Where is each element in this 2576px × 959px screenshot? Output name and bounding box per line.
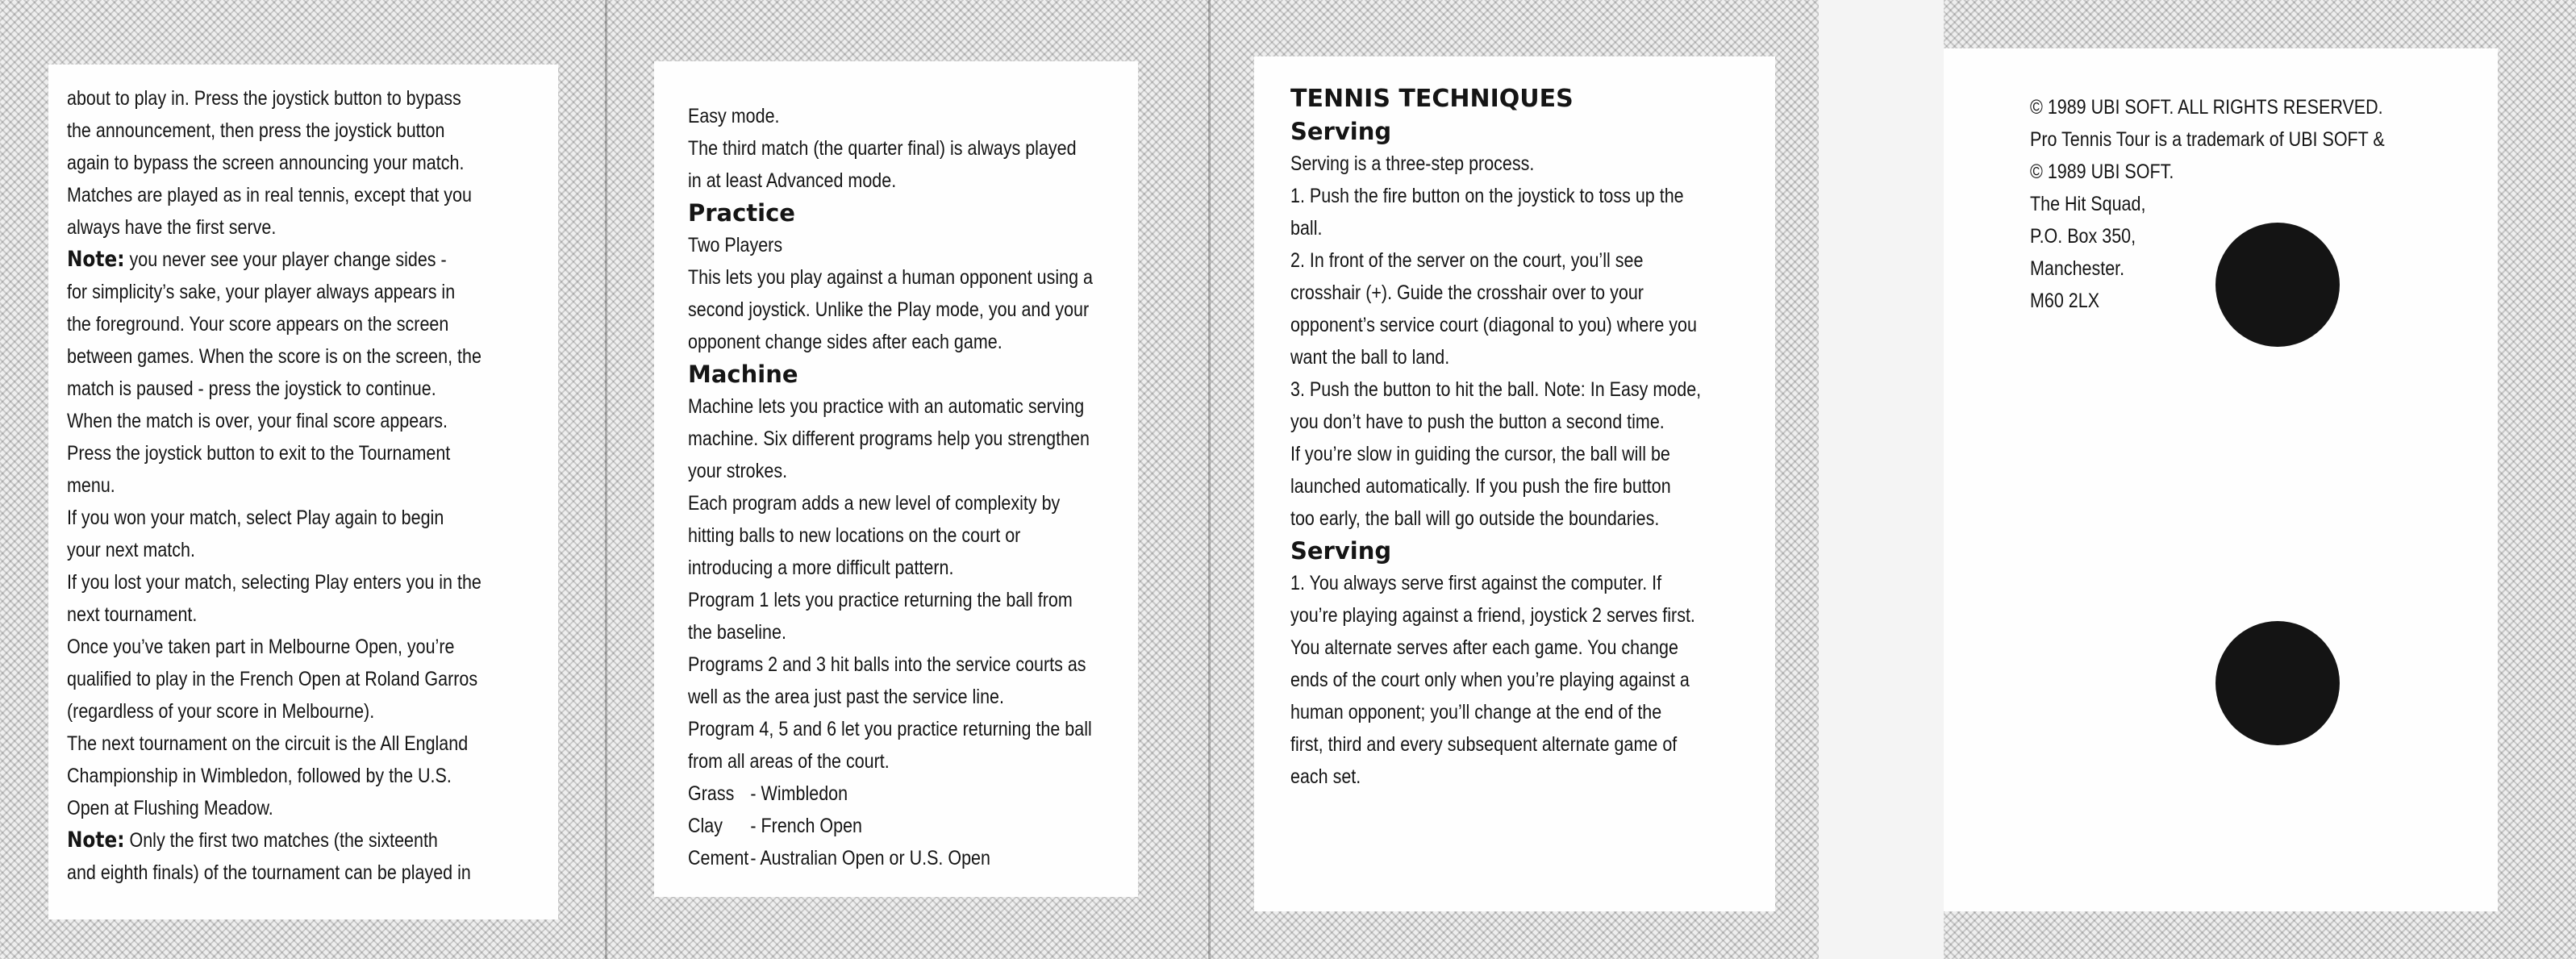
surface-name: Grass [688,782,735,805]
surface-row [688,778,1075,810]
surface-row [688,810,1075,842]
paragraph-block [688,390,1138,778]
text-line: first, third and every subsequent alternate game of [1290,733,1678,756]
text-line: Each program adds a new level of complexity by [688,492,1061,515]
surface-name: Cement [688,847,749,869]
section-title: TENNIS TECHNIQUES [1290,85,1574,113]
text-line: Easy mode. [688,105,780,127]
fold-line-1 [605,0,607,959]
text-line: Championship in Wimbledon, followed by the U.S. [67,765,452,787]
text-line: second joystick. Unlike the Play mode, you and your [688,298,1090,321]
text-line: 2. In front of the server on the court, you’ll see [1290,249,1644,272]
text-line: menu. [67,474,115,497]
text-line: Programs 2 and 3 hit balls into the service courts as [688,653,1086,676]
text-line: If you won your match, select Play again to begin [67,507,444,529]
text-line: crosshair (+). Guide the crosshair over to your [1290,281,1644,304]
text-line: your strokes. [688,460,788,482]
text-line: Program 4, 5 and 6 let you practice returning the ball [688,718,1092,740]
page-panel-4 [1944,48,2498,911]
text-line: © 1989 UBI SOFT. ALL RIGHTS RESERVED. [2030,96,2383,119]
paragraph-block [67,276,558,824]
surface-tournament: - Wimbledon [750,782,848,805]
text-line: the foreground. Your score appears on the screen [67,313,449,336]
page-panel-2 [654,61,1138,897]
fold-line-2 [1208,0,1211,959]
paragraph-block [1290,148,1775,535]
note-text: Only the first two matches (the sixteenth [124,829,438,852]
text-line: P.O. Box 350, [2030,225,2136,248]
text-line: in at least Advanced mode. [688,169,897,192]
text-line: Pro Tennis Tour is a trademark of UBI SOFT & [2030,128,2385,151]
page-panel-3 [1254,56,1775,911]
punch-hole-bottom [2215,621,2340,745]
text-line: introducing a more difficult pattern. [688,557,954,579]
text-line: ball. [1290,217,1323,240]
note-label: Note: [67,247,125,272]
text-line: and eighth finals) of the tournament can be played in [67,861,471,884]
paragraph-block [67,857,558,889]
text-line: The third match (the quarter final) is always played [688,137,1077,160]
surface-name: Clay [688,815,723,837]
note-text: you never see your player change sides - [124,248,447,271]
text-line: human opponent; you’ll change at the end of the [1290,701,1662,723]
text-line: Two Players [688,234,783,256]
text-line: Serving is a three-step process. [1290,152,1535,175]
text-line: from all areas of the court. [688,750,890,773]
text-line: well as the area just past the service line. [688,686,1004,708]
text-line: the baseline. [688,621,786,644]
punch-hole-top [2215,223,2340,347]
surface-list [688,778,1138,874]
text-line: © 1989 UBI SOFT. [2030,161,2174,183]
text-line: (regardless of your score in Melbourne). [67,700,375,723]
text-line: Open at Flushing Meadow. [67,797,273,819]
surface-row [688,842,1075,874]
text-line: ends of the court only when you’re playing against a [1290,669,1690,691]
text-line: 1. Push the fire button on the joystick to toss up the [1290,185,1684,207]
text-line: M60 2LX [2030,290,2100,312]
text-line: qualified to play in the French Open at Roland Garros [67,668,478,690]
paragraph-block [67,82,558,244]
text-line: always have the first serve. [67,216,277,239]
paragraph-block [688,229,1138,358]
text-line: the announcement, then press the joystick button [67,119,445,142]
text-line: 3. Push the button to hit the ball. Note: In Easy mode, [1290,378,1702,401]
practice-heading: Practice [688,199,795,227]
machine-heading: Machine [688,361,798,388]
text-line: hitting balls to new locations on the court or [688,524,1021,547]
text-line: Manchester. [2030,257,2125,280]
text-line: You alternate serves after each game. You change [1290,636,1678,659]
text-line: each set. [1290,765,1361,788]
text-line: opponent’s service court (diagonal to you) where you [1290,314,1697,336]
text-line: you’re playing against a friend, joystick 2 serves first. [1290,604,1695,627]
text-line: If you lost your match, selecting Play enters you in the [67,571,481,594]
text-line: The Hit Squad, [2030,193,2146,215]
text-line: your next match. [67,539,195,561]
surface-tournament: - French Open [750,815,863,837]
text-line: too early, the ball will go outside the boundaries. [1290,507,1660,530]
paragraph-block [688,100,1138,197]
text-line: When the match is over, your final score appears. [67,410,448,432]
text-line: match is paused - press the joystick to continue. [67,377,436,400]
text-line: Matches are played as in real tennis, except that you [67,184,472,206]
text-line: you don’t have to push the button a second time. [1290,411,1665,433]
page-panel-1 [48,65,558,919]
text-line: Press the joystick button to exit to the Tournament [67,442,451,465]
paragraph-block [1290,567,1775,793]
note-line [67,244,490,276]
text-line: for simplicity’s sake, your player always appears in [67,281,456,303]
text-line: opponent change sides after each game. [688,331,1002,353]
text-line: If you’re slow in guiding the cursor, the ball will be [1290,443,1670,465]
serving-heading: Serving [1290,118,1392,145]
blank-fold-strip [1819,0,1944,959]
surface-tournament: - Australian Open or U.S. Open [750,847,990,869]
text-line: 1. You always serve first against the computer. If [1290,572,1662,594]
text-line: launched automatically. If you push the fire button [1290,475,1671,498]
text-line: between games. When the score is on the screen, the [67,345,481,368]
text-line: This lets you play against a human opponent using a [688,266,1093,289]
text-line: again to bypass the screen announcing your match. [67,152,465,174]
text-line: Once you’ve taken part in Melbourne Open, you’re [67,636,455,658]
text-line: Machine lets you practice with an automatic serving [688,395,1085,418]
serving-heading-2: Serving [1290,537,1392,565]
text-line: about to play in. Press the joystick button to bypass [67,87,461,110]
text-line: want the ball to land. [1290,346,1450,369]
text-line: next tournament. [67,603,198,626]
text-line: Program 1 lets you practice returning the ball from [688,589,1073,611]
note-label: Note: [67,828,125,853]
text-line: The next tournament on the circuit is the All England [67,732,469,755]
note-line [67,824,490,857]
text-line: machine. Six different programs help you strengthen [688,427,1090,450]
